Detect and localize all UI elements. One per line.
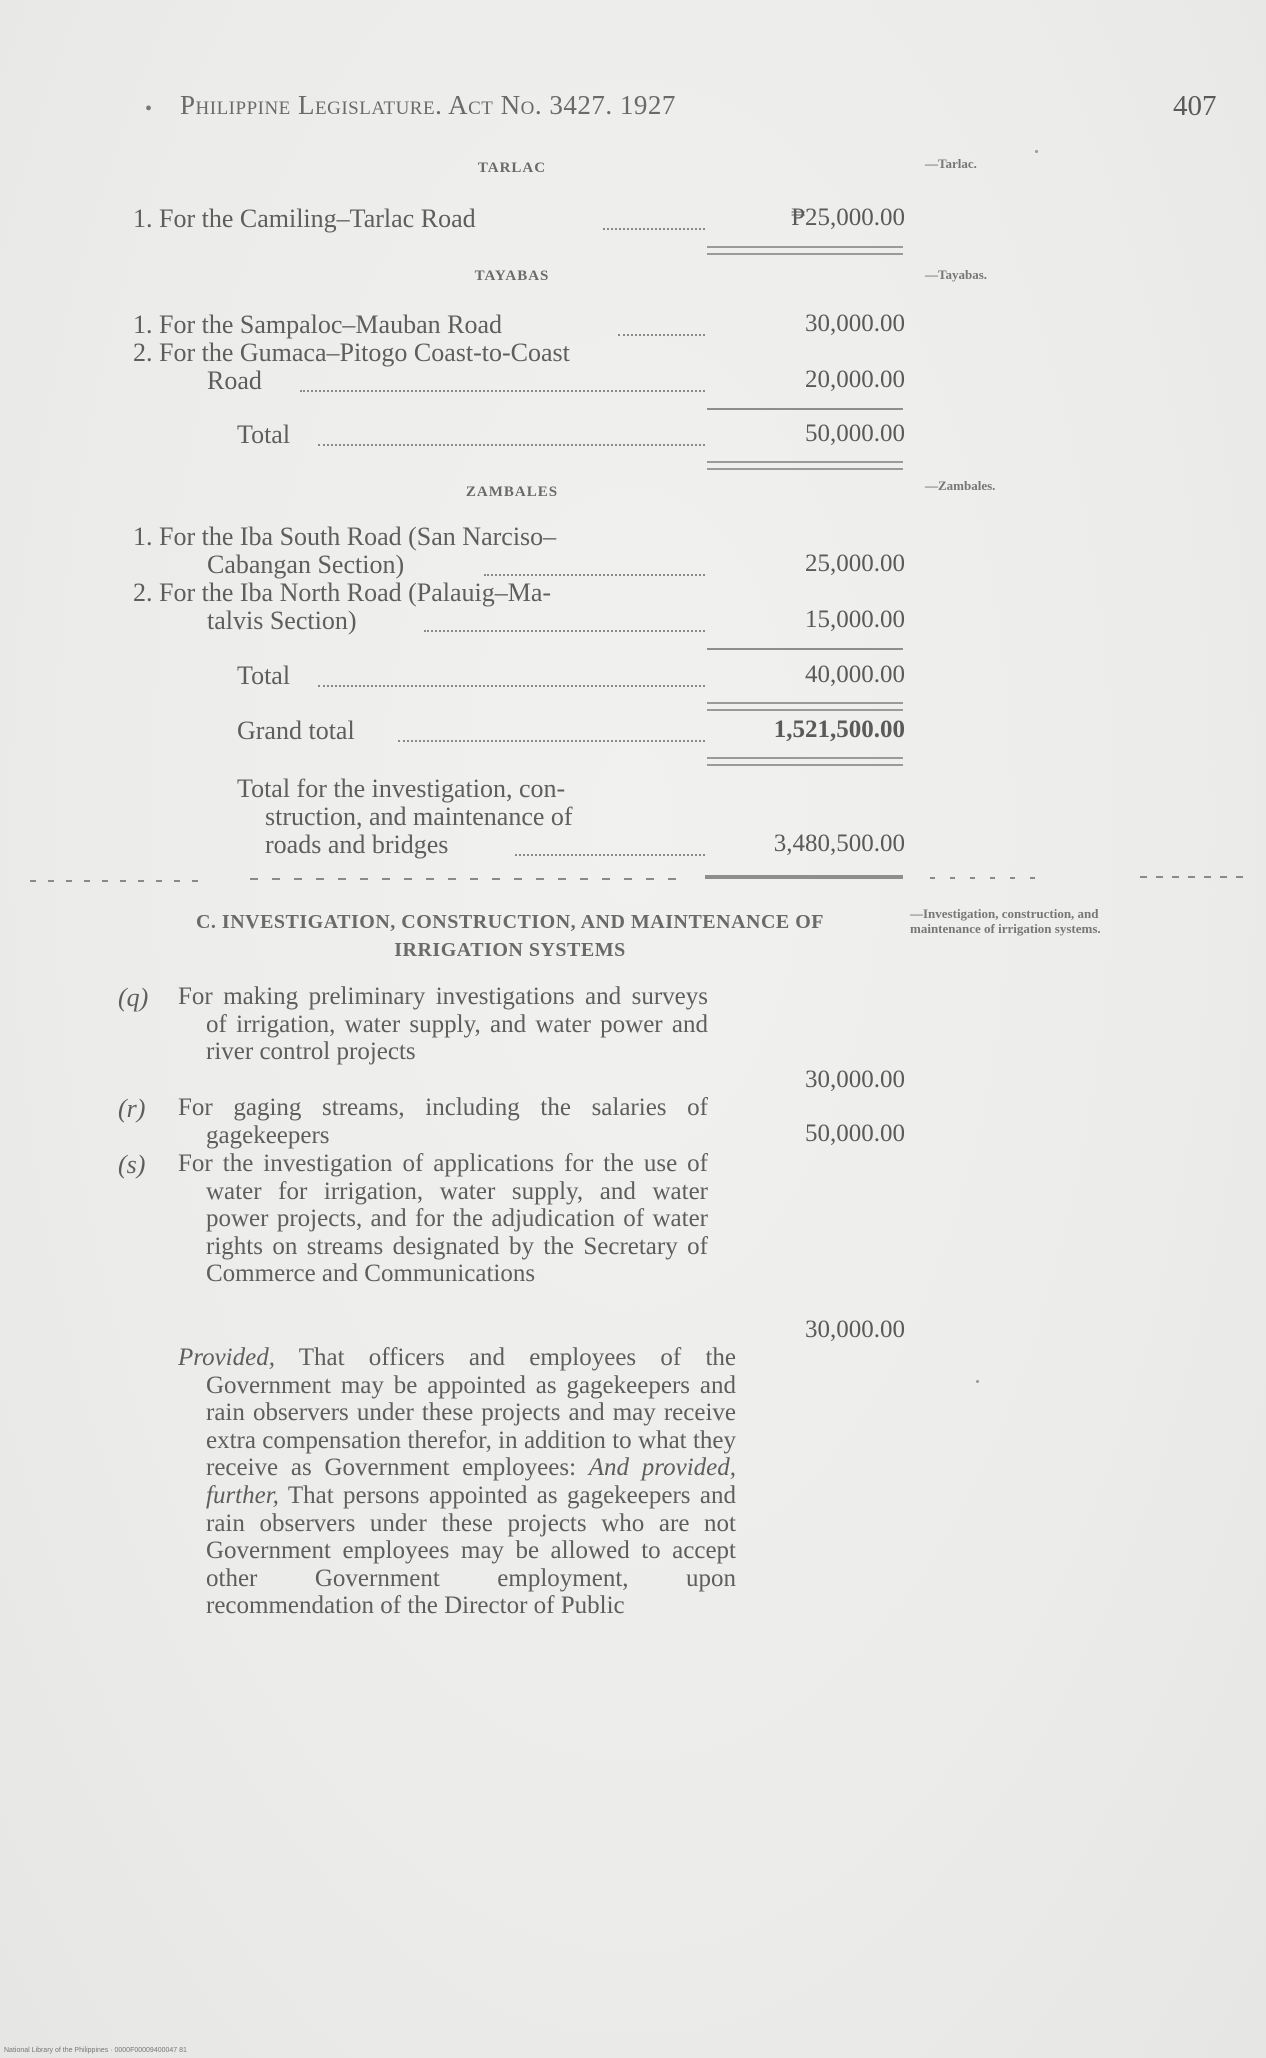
scan-speck — [1035, 150, 1038, 153]
leader-dots — [398, 740, 705, 742]
leader-dots — [618, 334, 705, 336]
item-q-amount: 30,000.00 — [805, 1066, 905, 1093]
single-rule — [707, 648, 903, 650]
proviso-paragraph — [178, 1344, 736, 1620]
proviso-text-2: That persons appointed as gagekeepers and rain observers under these projects who are not Government employees may be allowed to accept other Government employment, upon recommendation of the Director of Public — [206, 1481, 736, 1620]
leader-dots — [318, 685, 705, 687]
leader-dots — [603, 228, 705, 230]
double-rule — [707, 702, 903, 711]
leader-dots — [424, 630, 705, 632]
tarlac-item-1-amount: ₱25,000.00 — [791, 204, 905, 231]
double-rule — [707, 461, 903, 470]
bullet-mark: • — [145, 98, 153, 120]
leader-dots — [318, 444, 705, 446]
roads-total-line3: roads and bridges — [265, 830, 449, 859]
roads-total-amount: 3,480,500.00 — [773, 830, 905, 857]
scan-noise — [930, 877, 1050, 879]
leader-dots — [484, 574, 705, 576]
zambales-item-2-amount: 15,000.00 — [805, 606, 905, 633]
margin-note-tarlac: —Tarlac. — [925, 156, 977, 171]
item-q-text — [178, 983, 708, 1066]
scan-noise — [250, 878, 690, 880]
zambales-item-1-amount: 25,000.00 — [805, 550, 905, 577]
zambales-total-amount: 40,000.00 — [805, 661, 905, 688]
tayabas-item-1-label: 1. For the Sampaloc–Mauban Road — [133, 310, 502, 339]
scan-speck — [976, 1380, 979, 1383]
tayabas-item-2-label-line2: Road — [207, 366, 262, 395]
single-rule — [707, 408, 903, 410]
proviso-lead-2: And provided, further, — [206, 1454, 736, 1509]
zambales-item-1-label-line1: 1. For the Iba South Road (San Narciso– — [133, 522, 557, 551]
scan-credit: National Library of the Philippines · 0000F00009400047 81 — [4, 2047, 187, 2054]
item-r-text-body: For gaging streams, including the salaries of gagekeepers — [178, 1094, 708, 1149]
double-rule — [707, 246, 903, 255]
leader-dots — [300, 390, 705, 392]
margin-note-zambales: —Zambales. — [925, 478, 996, 493]
scan-noise — [1140, 876, 1250, 878]
running-head: Philippine Legislature. Act No. 3427. 1927 — [180, 90, 676, 120]
item-s-text-body: For the investigation of applications for the use of water for irrigation, water supply, and water power projects, and for the adjudication of water rights on streams designated by the Secretary of Commerce and Communications — [178, 1150, 708, 1288]
zambales-item-1-label-line2: Cabangan Section) — [207, 550, 405, 579]
roads-total-line1: Total for the investigation, con- — [237, 774, 566, 803]
item-q-marker: (q) — [118, 983, 149, 1012]
zambales-item-2-label-line2: talvis Section) — [207, 606, 357, 635]
tayabas-item-2-amount: 20,000.00 — [805, 366, 905, 393]
proviso-lead: Provided, — [178, 1344, 275, 1371]
tayabas-total-amount: 50,000.00 — [805, 420, 905, 447]
section-heading-tayabas: TAYABAS — [474, 268, 550, 284]
tayabas-total-label: Total — [237, 420, 291, 449]
page-number: 407 — [1173, 90, 1217, 122]
margin-note-tayabas: —Tayabas. — [925, 267, 988, 282]
roads-total-line2: struction, and maintenance of — [265, 802, 573, 831]
margin-note-irrigation: —Investigation, construction, and maintenance of irrigation systems. — [910, 906, 1101, 936]
item-s-text — [178, 1150, 708, 1288]
double-rule — [707, 757, 903, 766]
grand-total-label: Grand total — [237, 716, 355, 745]
tayabas-item-1-amount: 30,000.00 — [805, 310, 905, 337]
proviso-text-1: That officers and employees of the Government may be appointed as gagekeepers and rain observers under these projects and may receive extra compensation therefor, in addition to what they receive as Government employees: — [206, 1344, 736, 1482]
scan-noise — [705, 875, 903, 879]
section-heading-tarlac: TARLAC — [477, 160, 547, 176]
scan-noise — [30, 880, 200, 882]
section-heading-zambales: ZAMBALES — [465, 484, 559, 500]
leader-dots — [515, 854, 705, 856]
zambales-item-2-label-line1: 2. For the Iba North Road (Palauig–Ma- — [133, 578, 552, 607]
item-s-amount: 30,000.00 — [805, 1316, 905, 1343]
item-r-amount: 50,000.00 — [805, 1120, 905, 1147]
item-r-marker: (r) — [118, 1094, 146, 1123]
grand-total-amount: 1,521,500.00 — [773, 716, 905, 743]
irrigation-heading: C. INVESTIGATION, CONSTRUCTION, AND MAINTENANCE OF IRRIGATION SYSTEMS — [195, 911, 825, 961]
item-q-text-body: For making preliminary investigations and surveys of irrigation, water supply, and water power and river control projects — [178, 983, 708, 1066]
item-s-marker: (s) — [118, 1150, 146, 1179]
tarlac-item-1-label: 1. For the Camiling–Tarlac Road — [133, 204, 476, 233]
tayabas-item-2-label-line1: 2. For the Gumaca–Pitogo Coast-to-Coast — [133, 338, 570, 367]
item-r-text — [178, 1094, 708, 1149]
zambales-total-label: Total — [237, 661, 291, 690]
